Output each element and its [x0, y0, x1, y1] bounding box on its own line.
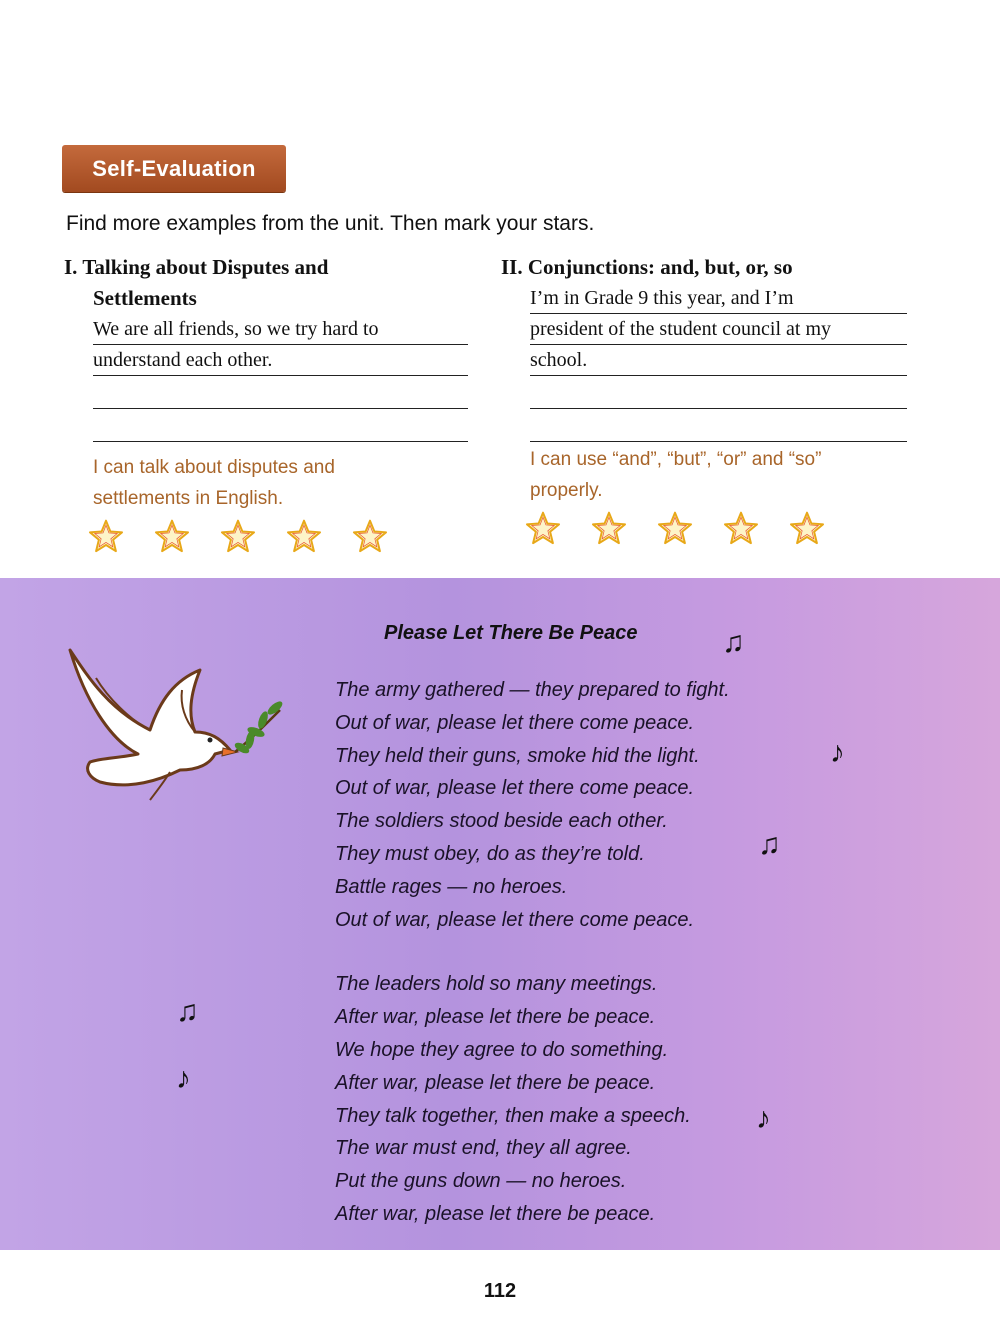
section-title-line-1: Talking about Disputes and	[82, 255, 329, 279]
poem-line: Battle rages — no heroes.	[335, 875, 568, 898]
music-note-icon: ♫	[176, 995, 199, 1028]
poem-title: Please Let There Be Peace	[384, 622, 638, 644]
can-do-statement	[93, 452, 473, 514]
section-title	[64, 252, 484, 314]
poem-line: They must obey, do as they’re told.	[335, 842, 645, 865]
blank-answer-line[interactable]	[93, 409, 468, 442]
blank-answer-line[interactable]	[530, 376, 907, 409]
star-outline-icon[interactable]	[88, 518, 124, 554]
poem-line: Put the guns down — no heroes.	[335, 1170, 627, 1193]
star-outline-icon[interactable]	[352, 518, 388, 554]
can-do-line-1: I can talk about disputes and	[93, 457, 335, 478]
can-do-line-2: properly.	[530, 480, 603, 501]
instruction-text: Find more examples from the unit. Then mark your stars.	[66, 212, 595, 235]
self-evaluation-badge: Self-Evaluation	[62, 145, 286, 192]
star-outline-icon[interactable]	[220, 518, 256, 554]
poem-line: The leaders hold so many meetings.	[335, 973, 658, 996]
music-note-icon: ♫	[722, 626, 745, 659]
poem-line: Out of war, please let there come peace.	[335, 908, 695, 931]
can-do-statement	[530, 444, 910, 506]
poem-text	[335, 674, 730, 1231]
poem-line: They talk together, then make a speech.	[335, 1104, 691, 1127]
poem-line: The army gathered — they prepared to fight.	[335, 679, 730, 701]
star-outline-icon[interactable]	[591, 510, 627, 546]
dove-with-olive-branch-icon	[60, 640, 300, 810]
music-note-icon: ♪	[830, 736, 845, 769]
poem-line: We hope they agree to do something.	[335, 1038, 669, 1061]
poem-line: Out of war, please let there come peace.	[335, 777, 695, 800]
can-do-line-1: I can use “and”, “but”, “or” and “so”	[530, 449, 822, 470]
blank-answer-line[interactable]	[530, 409, 907, 442]
music-note-icon: ♪	[756, 1102, 771, 1135]
can-do-line-2: settlements in English.	[93, 488, 284, 509]
star-outline-icon[interactable]	[723, 510, 759, 546]
section-numeral: I.	[64, 255, 78, 279]
example-line[interactable]: We are all friends, so we try hard to	[93, 314, 468, 345]
example-line[interactable]: president of the student council at my	[530, 314, 907, 345]
star-outline-icon[interactable]	[286, 518, 322, 554]
star-outline-icon[interactable]	[657, 510, 693, 546]
star-rating	[525, 510, 921, 546]
section-title-line-2: Settlements	[93, 286, 197, 310]
example-line[interactable]: understand each other.	[93, 345, 468, 376]
poem-line: Out of war, please let there come peace.	[335, 711, 695, 734]
poem-line: The war must end, they all agree.	[335, 1137, 632, 1160]
section-conjunctions	[501, 252, 921, 546]
poem-line: The soldiers stood beside each other.	[335, 810, 668, 833]
music-note-icon: ♪	[176, 1062, 191, 1095]
page-number: 112	[483, 1280, 517, 1302]
blank-answer-line[interactable]	[93, 376, 468, 409]
poem-line: They held their guns, smoke hid the light.	[335, 744, 700, 767]
poem-line: After war, please let there be peace.	[335, 1071, 656, 1094]
section-numeral: II.	[501, 255, 523, 279]
section-disputes	[64, 252, 484, 554]
poem-line: After war, please let there be peace.	[335, 1202, 656, 1225]
music-note-icon: ♫	[758, 828, 781, 861]
star-outline-icon[interactable]	[154, 518, 190, 554]
section-title	[501, 252, 921, 283]
star-outline-icon[interactable]	[525, 510, 561, 546]
poem-line: After war, please let there be peace.	[335, 1006, 656, 1029]
star-outline-icon[interactable]	[789, 510, 825, 546]
example-line[interactable]: school.	[530, 345, 907, 376]
star-rating	[88, 518, 484, 554]
example-line[interactable]: I’m in Grade 9 this year, and I’m	[530, 283, 907, 314]
section-title-line-1: Conjunctions: and, but, or, so	[527, 255, 793, 279]
